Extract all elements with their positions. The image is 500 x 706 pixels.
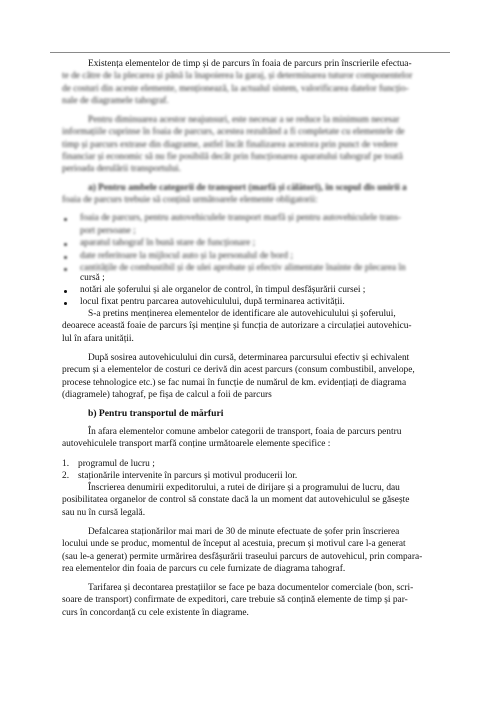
blurred-heading-line: a) Pentru ambele categorii de transport (marfă și călători), în scopul dis unirii a xyxy=(88,183,407,193)
bullet-continuation: cursă ; xyxy=(80,273,105,283)
blurred-p2-line-2: informațiile cuprinse în foaia de parcurs, acestea rezultând a fi completate cu elementele de xyxy=(62,127,405,138)
blurred-bullet-dot-2 xyxy=(64,243,67,246)
dupa-line-3: procese tehnologice etc.) se fac numai în funcție de numărul de km. evidențiați de diagrama xyxy=(62,377,407,388)
blurred-bullet-dot-4 xyxy=(64,268,67,271)
blurred-bullet-2: aparatul tahograf în bună stare de funcționare ; xyxy=(80,238,256,248)
intro-line-2: te de către de la plecarea și până la înapoierea la garaj, și determinarea tuturor componentelor xyxy=(62,71,413,82)
defalcarea-line-4: rea elementelor din foaia de parcurs cu cele furnizate de diagrama tahograf. xyxy=(62,563,346,574)
bullet-dot-1 xyxy=(64,290,67,293)
paragraph-dupa xyxy=(62,352,452,401)
blurred-bullet-4: cantitățile de combustibil și de ulei aprobate și efectiv alimentate înainte de plecarea în xyxy=(80,263,406,273)
header-rule xyxy=(50,52,450,53)
blurred-heading-a xyxy=(62,182,452,207)
spretins-line-1: S-a pretins menținerea elementelor de identificare ale autovehiculului și șoferului, xyxy=(88,309,396,319)
inafara-line-2: autovehiculele transport marfă conține următoarele elemente specifice : xyxy=(62,439,331,450)
intro-line-1: Existența elementelor de timp și de parcurs în foaia de parcurs prin înscrierile efectua- xyxy=(88,59,412,69)
bullet-item-1: notări ale șoferului și ale organelor de control, în timpul desfășurării cursei ; xyxy=(80,285,366,295)
tarifarea-line-2: soare de transport) confirmate de expeditori, care trebuie să conțină elemente de timp și par- xyxy=(62,595,408,606)
bullet-item-2: locul fixat pentru parcarea autovehiculului, după terminarea activității. xyxy=(80,297,345,307)
blurred-bullet-dot-1 xyxy=(64,218,67,221)
numbered-item-2-num: 2. xyxy=(62,471,70,481)
tarifarea-line-3: curs în concordanță cu cele existente în diagrame. xyxy=(62,607,249,618)
blurred-p2-line-5: perioada derulării transportului. xyxy=(62,164,181,175)
inscrierea-line-1: Înscrierea denumirii expeditorului, a rutei de dirijare și a programului de lucru, dau xyxy=(88,483,400,493)
spretins-line-3: lul în afara unității. xyxy=(62,333,134,344)
blurred-heading-cont: foaia de parcurs trebuie să conțină următoarele elemente obligatorii: xyxy=(62,195,318,206)
blurred-p2-line-4: financiar și economic să nu fie posibilă decât prin funcționarea aparatului tahograf pe toată xyxy=(62,151,403,162)
paragraph-defalcarea xyxy=(62,526,452,575)
paragraph-inscrierea xyxy=(62,482,452,519)
inscrierea-line-3: sau nu în cursă legală. xyxy=(62,507,146,518)
blurred-bullet-3: date referitoare la mijlocul auto și la personalul de bord ; xyxy=(80,251,293,261)
defalcarea-line-2: locului unde se produc, momentul de început al acestuia, precum și motivul care l-a generat xyxy=(62,539,406,550)
numbered-item-1-num: 1. xyxy=(62,459,70,469)
defalcarea-line-3: (sau le-a generat) permite urmărirea desfășurării traseului parcurs de autovehicul, prin compara- xyxy=(62,551,423,562)
numbered-item-2-text: staționările intervenite în parcurs și motivul producerii lor. xyxy=(78,471,298,481)
intro-line-3: de costuri din aceste elemente, menționează, la actualul sistem, valorificarea datelor funcțio- xyxy=(62,83,409,94)
bullet-dot-2 xyxy=(64,302,67,305)
paragraph-tarifarea xyxy=(62,582,452,619)
blurred-bullet-1-cont: port persoane ; xyxy=(80,226,136,236)
blurred-p2-line-3: timp și parcurs extrase din diagrame, astfel încât finalizarea acestora prin punct de vedere xyxy=(62,139,398,150)
spretins-line-2: deoarece această foaie de parcurs își menține și funcția de autorizare a circulației autovehicu- xyxy=(62,321,412,332)
paragraph-spretins xyxy=(62,308,452,345)
blurred-p2-line-1: Pentru diminuarea acestor neajunsuri, este necesar a se reduce la minimum necesar xyxy=(88,115,400,125)
dupa-line-1: După sosirea autovehiculului din cursă, determinarea parcursului efectiv și echivalent xyxy=(88,353,410,363)
paragraph-inafara xyxy=(62,426,452,451)
defalcarea-line-1: Defalcarea staționărilor mai mari de 30 de minute efectuate de șofer prin înscrierea xyxy=(88,527,400,537)
tarifarea-line-1: Tarifarea și decontarea prestațiilor se face pe baza documentelor comerciale (bon, scri- xyxy=(88,583,414,593)
dupa-line-2: precum și a elementelor de costuri ce derivă din acest parcurs (consum combustibil, anvelope, xyxy=(62,365,415,376)
numbered-item-1-text: programul de lucru ; xyxy=(78,459,155,469)
intro-line-4: nale de diagramele tahograf. xyxy=(62,95,169,106)
section-heading-b: b) Pentru transportul de mărfuri xyxy=(88,408,224,419)
blurred-paragraph-2 xyxy=(62,114,452,175)
inafara-line-1: În afara elementelor comune ambelor categorii de transport, foaia de parcurs pentru xyxy=(88,427,402,437)
inscrierea-line-2: posibilitatea organelor de control să constate dacă la un moment dat autovehiculul se găsește xyxy=(62,495,410,506)
intro-paragraph xyxy=(62,58,452,107)
dupa-line-4: (diagramele) tahograf, pe fișa de calcul a foii de parcurs xyxy=(62,389,272,400)
blurred-bullet-dot-3 xyxy=(64,256,67,259)
blurred-bullet-1: foaia de parcurs, pentru autovehiculele transport marfă și pentru autovehiculele trans- xyxy=(80,213,401,223)
